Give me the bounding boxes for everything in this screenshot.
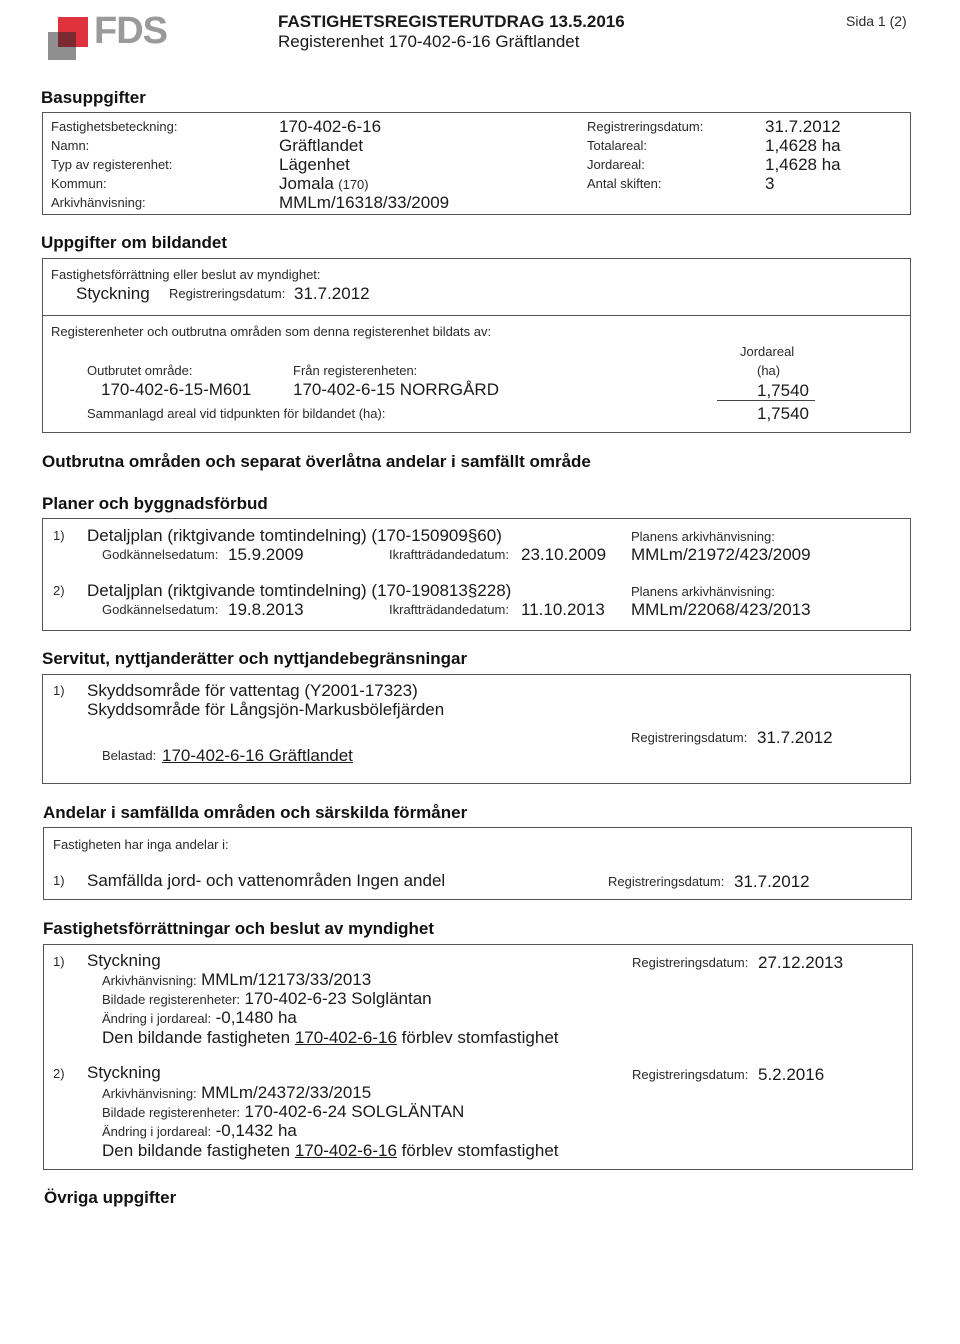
- andelar-number: 1): [53, 873, 65, 888]
- section-heading-basuppgifter: Basuppgifter: [41, 88, 146, 107]
- forr-1-number: 1): [53, 954, 65, 969]
- document-subtitle: Registerenhet 170-402-6-16 Gräftlandet: [278, 32, 580, 51]
- section-heading-bildandet: Uppgifter om bildandet: [41, 233, 228, 252]
- plan-1-title: Detaljplan (riktgivande tomtindelning) (170-150909§60): [87, 526, 502, 545]
- forr-1-andr-label: Ändring i jordareal:: [102, 1011, 212, 1026]
- forr-1-ark-label: Arkivhänvisning:: [102, 973, 197, 988]
- value-registreringsdatum: 31.7.2012: [765, 117, 841, 136]
- col-header-fran: Från registerenheten:: [293, 363, 418, 378]
- label-namn: Namn:: [51, 138, 90, 153]
- value-antal-skiften: 3: [765, 174, 775, 193]
- plan-2-ikraft-label: Ikraftträdandedatum:: [389, 602, 509, 617]
- plan-1-ikraft-value: 23.10.2009: [521, 545, 607, 564]
- forr-2-andr-value: -0,1432 ha: [215, 1121, 297, 1140]
- value-jordareal: 1,4628 ha: [765, 155, 841, 174]
- plan-2-number: 2): [53, 583, 65, 598]
- col-header-jordareal: Jordareal: [740, 344, 795, 359]
- andelar-reg-value: 31.7.2012: [734, 872, 810, 891]
- label-registreringsdatum: Registreringsdatum:: [587, 119, 704, 134]
- plan-1-ark-label: Planens arkivhänvisning:: [631, 529, 775, 544]
- page-number: Sida 1 (2): [846, 13, 907, 29]
- forr-2-ark-label: Arkivhänvisning:: [102, 1086, 197, 1101]
- forr-1-bild-value: 170-402-6-23 Solgläntan: [244, 989, 432, 1008]
- logo-text: FDS: [94, 10, 167, 52]
- forr-1-reg-label: Registreringsdatum:: [632, 955, 749, 970]
- forr-2-ark: [102, 1083, 371, 1103]
- section-heading-andelar: Andelar i samfällda områden och särskilda förmåner: [43, 803, 468, 822]
- sum-value: 1,7540: [757, 404, 809, 423]
- section-heading-outbrutna: Outbrutna områden och separat överlåtna andelar i samfällt område: [42, 452, 591, 471]
- forr-2-reg-label: Registreringsdatum:: [632, 1067, 749, 1082]
- servitut-line-2: Skyddsområde för Långsjön-Markusbölefjärden: [87, 700, 445, 719]
- label-jordareal: Jordareal:: [587, 157, 645, 172]
- forr-2-bild: [102, 1102, 464, 1122]
- plan-2-godk-value: 19.8.2013: [228, 600, 304, 619]
- plan-1-ark-value: MMLm/21972/423/2009: [631, 545, 811, 564]
- label-kommun: Kommun:: [51, 176, 107, 191]
- forr-1-stom-post: förblev stomfastighet: [401, 1028, 559, 1047]
- value-totalareal: 1,4628 ha: [765, 136, 841, 155]
- forrattning-value: Styckning: [76, 284, 150, 303]
- label-typ: Typ av registerenhet:: [51, 157, 173, 172]
- section-heading-ovriga: Övriga uppgifter: [44, 1188, 177, 1207]
- forr-1-title: Styckning: [87, 951, 161, 970]
- servitut-line-1: Skyddsområde för vattentag (Y2001-17323): [87, 681, 418, 700]
- row-jordareal: 1,7540: [757, 381, 809, 400]
- forr-1-bild: [102, 989, 432, 1009]
- value-typ: Lägenhet: [279, 155, 350, 174]
- row-outbrutet-omrade: 170-402-6-15-M601: [101, 380, 252, 399]
- value-kommun: [279, 174, 369, 194]
- label-arkivhanvisning: Arkivhänvisning:: [51, 195, 146, 210]
- forr-2-bild-value: 170-402-6-24 SOLGLÄNTAN: [244, 1102, 465, 1121]
- forr-2-stom-link[interactable]: 170-402-6-16: [294, 1141, 397, 1160]
- plan-1-ikraft-label: Ikraftträdandedatum:: [389, 547, 509, 562]
- andelar-reg-label: Registreringsdatum:: [608, 874, 725, 889]
- forr-1-andr: [102, 1008, 297, 1028]
- document-title: FASTIGHETSREGISTERUTDRAG 13.5.2016: [278, 12, 625, 31]
- col-header-outbrutet: Outbrutet område:: [87, 363, 193, 378]
- bildandet-intro: Registerenheter och outbrutna områden som denna registerenhet bildats av:: [51, 324, 492, 339]
- plan-1-godk-value: 15.9.2009: [228, 545, 304, 564]
- forr-2-andr-label: Ändring i jordareal:: [102, 1124, 212, 1139]
- forr-1-stom-link[interactable]: 170-402-6-16: [294, 1028, 397, 1047]
- bildandet-reg-value: 31.7.2012: [294, 284, 370, 303]
- forr-1-stom: [102, 1028, 559, 1048]
- forr-1-ark-value: MMLm/12173/33/2013: [201, 970, 372, 989]
- servitut-reg-value: 31.7.2012: [757, 728, 833, 747]
- forr-2-title: Styckning: [87, 1063, 161, 1082]
- servitut-number: 1): [53, 683, 65, 698]
- andelar-intro: Fastigheten har inga andelar i:: [53, 837, 229, 852]
- plan-2-ark-value: MMLm/22068/423/2013: [631, 600, 811, 619]
- belastad-link[interactable]: 170-402-6-16 Gräftlandet: [162, 746, 353, 765]
- forr-2-reg-value: 5.2.2016: [758, 1065, 825, 1084]
- forr-2-ark-value: MMLm/24372/33/2015: [201, 1083, 372, 1102]
- sum-divider: [717, 400, 815, 401]
- forr-1-andr-value: -0,1480 ha: [215, 1008, 297, 1027]
- forr-1-stom-pre: Den bildande fastigheten: [102, 1028, 291, 1047]
- value-arkivhanvisning: MMLm/16318/33/2009: [279, 193, 450, 212]
- forr-1-ark: [102, 970, 371, 990]
- forr-1-reg-value: 27.12.2013: [758, 953, 844, 972]
- label-totalareal: Totalareal:: [587, 138, 647, 153]
- forr-2-bild-label: Bildade registerenheter:: [102, 1105, 241, 1120]
- kommun-code: (170): [338, 177, 369, 192]
- belastad-label: Belastad:: [102, 748, 157, 763]
- forr-2-stom: [102, 1141, 559, 1161]
- forr-2-number: 2): [53, 1066, 65, 1081]
- section-heading-servitut: Servitut, nyttjanderätter och nyttjandebegränsningar: [42, 649, 468, 668]
- forr-2-stom-pre: Den bildande fastigheten: [102, 1141, 291, 1160]
- label-fastighetsbeteckning: Fastighetsbeteckning:: [51, 119, 178, 134]
- label-antal-skiften: Antal skiften:: [587, 176, 662, 191]
- forr-2-stom-post: förblev stomfastighet: [401, 1141, 559, 1160]
- col-header-unit: (ha): [757, 363, 781, 378]
- plan-2-ark-label: Planens arkivhänvisning:: [631, 584, 775, 599]
- value-namn: Gräftlandet: [279, 136, 364, 155]
- forr-2-andr: [102, 1121, 297, 1141]
- plan-2-godk-label: Godkännelsedatum:: [102, 602, 219, 617]
- plan-2-title: Detaljplan (riktgivande tomtindelning) (170-190813§228): [87, 581, 512, 600]
- plan-1-godk-label: Godkännelsedatum:: [102, 547, 219, 562]
- bildandet-reg-label: Registreringsdatum:: [169, 286, 286, 301]
- section-heading-forrattningar: Fastighetsförrättningar och beslut av myndighet: [43, 919, 435, 938]
- servitut-reg-label: Registreringsdatum:: [631, 730, 748, 745]
- forrattning-label: Fastighetsförrättning eller beslut av myndighet:: [51, 267, 321, 282]
- forr-1-bild-label: Bildade registerenheter:: [102, 992, 241, 1007]
- value-fastighetsbeteckning: 170-402-6-16: [279, 117, 382, 136]
- plan-1-number: 1): [53, 528, 65, 543]
- kommun-name: Jomala: [279, 174, 334, 193]
- row-fran-registerenhet: 170-402-6-15 NORRGÅRD: [293, 380, 499, 399]
- andelar-text: Samfällda jord- och vattenområden Ingen andel: [87, 871, 446, 890]
- sum-label: Sammanlagd areal vid tidpunkten för bildandet (ha):: [87, 406, 386, 421]
- section-heading-planer: Planer och byggnadsförbud: [42, 494, 268, 513]
- plan-2-ikraft-value: 11.10.2013: [521, 600, 605, 619]
